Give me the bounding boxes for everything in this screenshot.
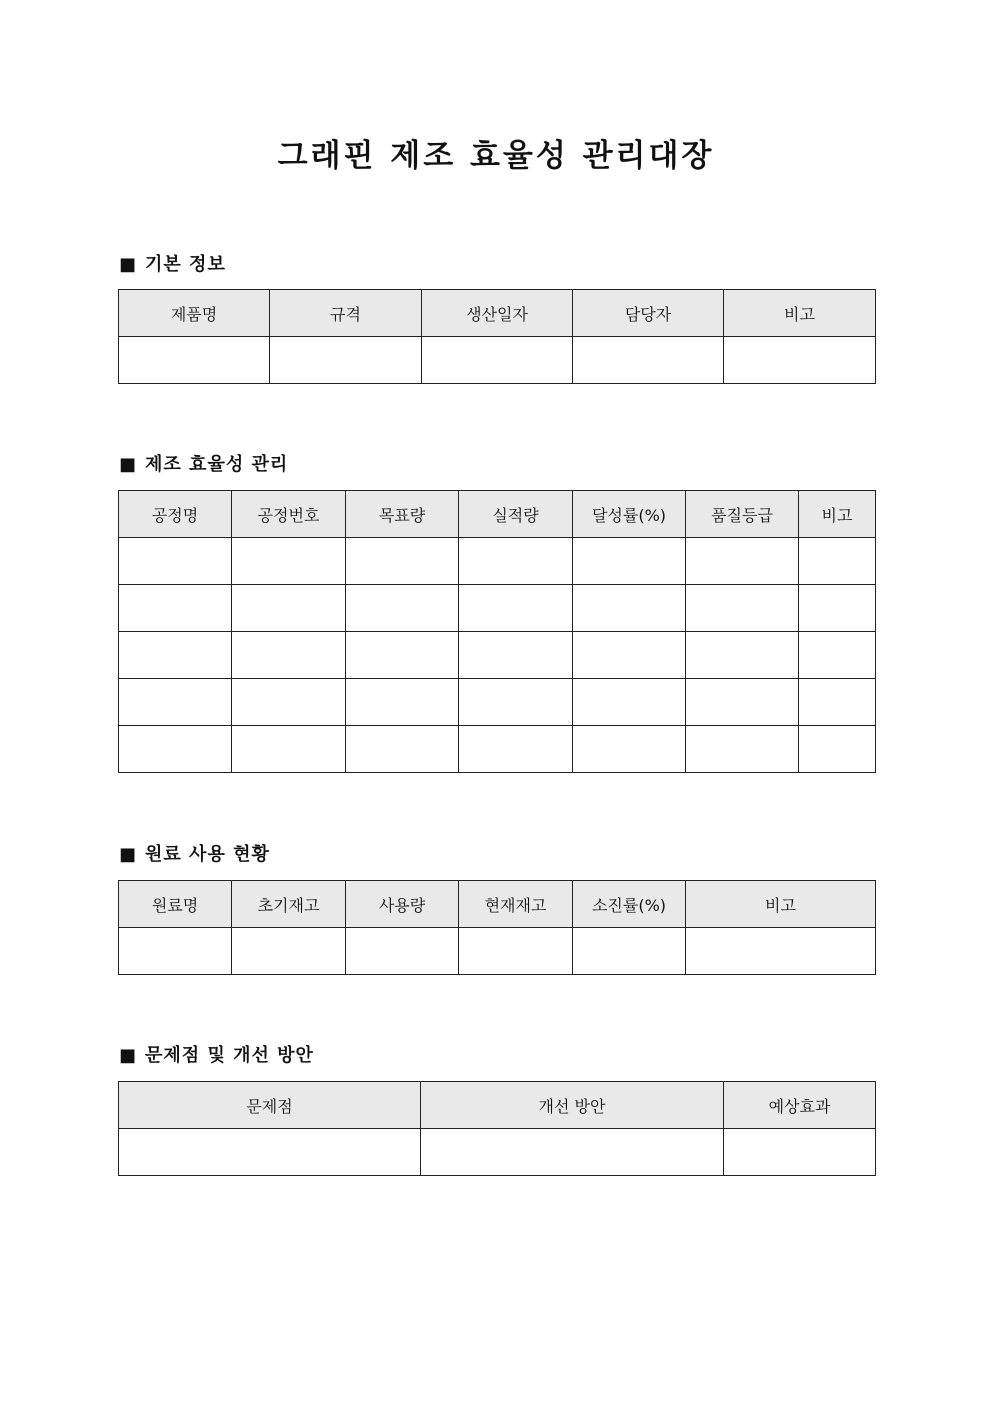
header-cell: 공정명 (119, 491, 232, 538)
table-cell[interactable] (686, 679, 799, 726)
header-cell: 달성률(%) (573, 491, 686, 538)
header-cell: 소진률(%) (573, 881, 686, 928)
table-cell[interactable] (346, 585, 459, 632)
table-cell[interactable] (346, 679, 459, 726)
table-cell[interactable] (686, 632, 799, 679)
table-cell[interactable] (573, 538, 686, 585)
table-header-row (119, 491, 876, 538)
table-cell[interactable] (459, 585, 573, 632)
efficiency-table (118, 490, 876, 773)
header-cell: 규격 (270, 290, 422, 337)
table-cell[interactable] (573, 585, 686, 632)
table-cell[interactable] (573, 337, 724, 384)
table-cell[interactable] (724, 337, 876, 384)
square-bullet-icon: ■ (119, 1045, 138, 1066)
table-cell[interactable] (724, 1129, 876, 1176)
section-heading-basic (119, 253, 226, 277)
table-cell[interactable] (119, 632, 232, 679)
table-cell[interactable] (686, 928, 876, 975)
table-cell[interactable] (799, 726, 876, 773)
header-cell: 비고 (799, 491, 876, 538)
header-cell: 현재재고 (459, 881, 573, 928)
table-cell[interactable] (686, 585, 799, 632)
header-cell: 문제점 (119, 1082, 421, 1129)
header-cell: 비고 (686, 881, 876, 928)
header-cell: 비고 (724, 290, 876, 337)
section-heading-issues (119, 1044, 314, 1068)
issues-table (118, 1081, 876, 1176)
table-row (119, 337, 876, 384)
table-cell[interactable] (119, 1129, 421, 1176)
header-cell: 공정번호 (232, 491, 346, 538)
table-cell[interactable] (573, 679, 686, 726)
table-row (119, 585, 876, 632)
table-cell[interactable] (119, 538, 232, 585)
table-row (119, 726, 876, 773)
table-cell[interactable] (119, 337, 270, 384)
table-cell[interactable] (686, 726, 799, 773)
table-cell[interactable] (799, 679, 876, 726)
table-cell[interactable] (799, 632, 876, 679)
table-cell[interactable] (799, 585, 876, 632)
table-cell[interactable] (232, 585, 346, 632)
table-cell[interactable] (346, 726, 459, 773)
header-cell: 개선 방안 (421, 1082, 724, 1129)
header-cell: 실적량 (459, 491, 573, 538)
section-heading-issues-label: 문제점 및 개선 방안 (145, 1045, 314, 1066)
header-cell: 제품명 (119, 290, 270, 337)
section-heading-material (119, 843, 270, 867)
table-cell[interactable] (459, 632, 573, 679)
table-cell[interactable] (232, 726, 346, 773)
square-bullet-icon: ■ (119, 454, 138, 475)
table-cell[interactable] (573, 928, 686, 975)
header-cell: 담당자 (573, 290, 724, 337)
table-header-row (119, 290, 876, 337)
table-cell[interactable] (421, 1129, 724, 1176)
material-table (118, 880, 876, 975)
square-bullet-icon: ■ (119, 254, 138, 275)
section-heading-material-label: 원료 사용 현황 (145, 844, 270, 865)
square-bullet-icon: ■ (119, 844, 138, 865)
table-cell[interactable] (232, 679, 346, 726)
table-cell[interactable] (346, 928, 459, 975)
table-cell[interactable] (119, 726, 232, 773)
header-cell: 생산일자 (422, 290, 573, 337)
header-cell: 원료명 (119, 881, 232, 928)
table-header-row (119, 1082, 876, 1129)
table-cell[interactable] (573, 726, 686, 773)
table-cell[interactable] (459, 726, 573, 773)
table-cell[interactable] (459, 538, 573, 585)
table-cell[interactable] (459, 928, 573, 975)
table-cell[interactable] (232, 632, 346, 679)
page-title: 그래핀 제조 효율성 관리대장 (277, 138, 715, 174)
table-cell[interactable] (270, 337, 422, 384)
header-cell: 품질등급 (686, 491, 799, 538)
section-heading-efficiency (119, 453, 288, 477)
header-cell: 초기재고 (232, 881, 346, 928)
header-cell: 목표량 (346, 491, 459, 538)
table-cell[interactable] (686, 538, 799, 585)
table-row (119, 538, 876, 585)
table-cell[interactable] (459, 679, 573, 726)
table-cell[interactable] (119, 679, 232, 726)
table-row (119, 928, 876, 975)
table-header-row (119, 881, 876, 928)
table-cell[interactable] (232, 538, 346, 585)
table-cell[interactable] (422, 337, 573, 384)
table-row (119, 679, 876, 726)
table-cell[interactable] (346, 538, 459, 585)
header-cell: 사용량 (346, 881, 459, 928)
table-cell[interactable] (119, 928, 232, 975)
section-heading-basic-label: 기본 정보 (145, 254, 226, 275)
table-cell[interactable] (573, 632, 686, 679)
basic-info-table (118, 289, 876, 384)
table-cell[interactable] (119, 585, 232, 632)
table-row (119, 632, 876, 679)
header-cell: 예상효과 (724, 1082, 876, 1129)
table-cell[interactable] (799, 538, 876, 585)
table-cell[interactable] (232, 928, 346, 975)
table-cell[interactable] (346, 632, 459, 679)
table-row (119, 1129, 876, 1176)
section-heading-efficiency-label: 제조 효율성 관리 (145, 454, 289, 475)
